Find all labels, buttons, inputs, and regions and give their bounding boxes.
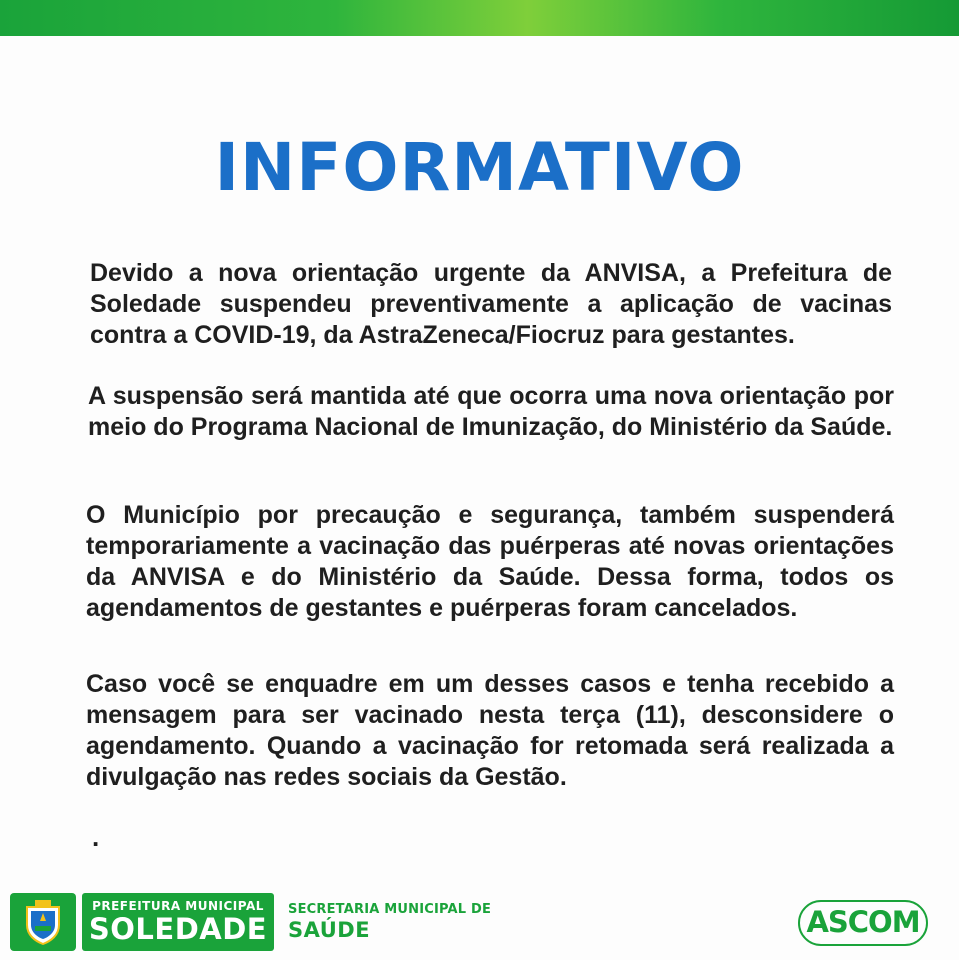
ascom-logo: ASCOM <box>798 900 928 946</box>
paragraph-puerperas: O Município por precaução e segurança, também suspenderá temporariamente a vacinação das puérperas até novas orientações da ANVISA e do Ministério da Saúde. Dessa forma, todos os agendamentos de gestantes e puérperas foram cancelados. <box>86 501 894 622</box>
crest-icon <box>23 899 63 945</box>
prefeitura-label: PREFEITURA MUNICIPAL <box>92 899 264 913</box>
paragraph-suspension-duration: A suspensão será mantida até que ocorra uma nova orientação por meio do Programa Nacional de Imunização, do Ministério da Saúde. <box>88 382 894 441</box>
paragraph-scheduling: Caso você se enquadre em um desses casos e tenha recebido a mensagem para ser vacinado nesta terça (11), desconsidere o agendamento. Quando a vacinação for retomada será realizada a divulgação nas redes sociais da Gestão. <box>86 670 894 791</box>
top-green-bar <box>0 0 959 36</box>
city-name: SOLEDADE <box>88 912 268 946</box>
secretaria-saude-logo <box>288 902 491 942</box>
paragraph-anvisa-suspension: Devido a nova orientação urgente da ANVISA, a Prefeitura de Soledade suspendeu preventivamente a aplicação de vacinas contra a COVID-19, da AstraZeneca/Fiocruz para gestantes. <box>90 259 892 349</box>
prefeitura-soledade-logo <box>82 893 274 951</box>
stray-dot: . <box>92 822 100 852</box>
secretaria-name: SAÚDE <box>288 918 371 942</box>
secretaria-label: SECRETARIA MUNICIPAL DE <box>288 902 492 917</box>
city-crest-logo <box>10 893 76 951</box>
page-title: INFORMATIVO <box>214 129 745 206</box>
